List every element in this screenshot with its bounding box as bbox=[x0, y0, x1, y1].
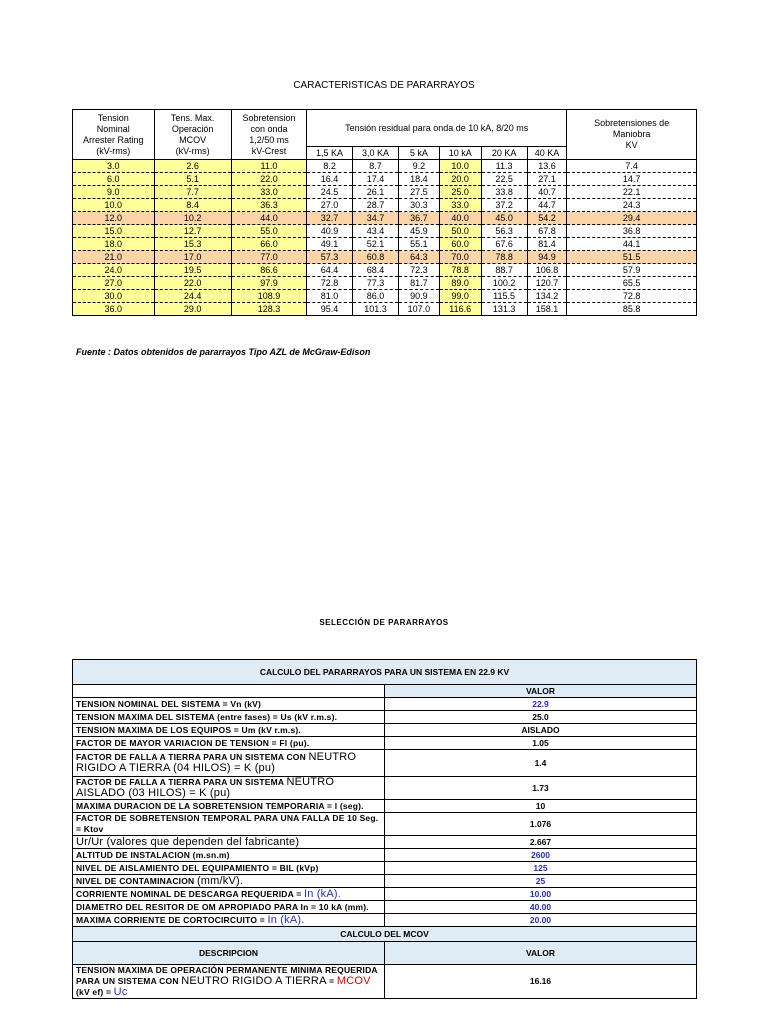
valor-header: VALOR bbox=[385, 685, 697, 698]
table-cell: 24.5 bbox=[307, 186, 353, 199]
param-text: ALTITUD DE INSTALACION (m.sn.m) bbox=[76, 849, 230, 860]
param-text: DIAMETRO DEL RESITOR DE OM APROPIADO PARA In = 10 kA (mm). bbox=[76, 901, 369, 912]
table-cell: 60.0 bbox=[439, 238, 481, 251]
header-line: MCOV bbox=[179, 134, 207, 145]
header-line: Arrester Rating bbox=[82, 134, 144, 145]
table-cell: 43.4 bbox=[353, 225, 399, 238]
table-cell: 26.1 bbox=[353, 186, 399, 199]
calc-title: CALCULO DEL PARARRAYOS PARA UN SISTEMA EN 22.9 KV bbox=[73, 660, 697, 685]
param-label bbox=[73, 862, 385, 875]
param-value: 1.076 bbox=[385, 813, 697, 836]
table-cell: 51.5 bbox=[567, 251, 697, 264]
param-label bbox=[73, 901, 385, 914]
param-label bbox=[73, 698, 385, 711]
param-emphasis: In (kA). bbox=[267, 913, 305, 926]
table-cell: 106.8 bbox=[527, 264, 567, 277]
param-text: NIVEL DE AISLAMIENTO DEL EQUIPAMIENTO = BIL (kVp) bbox=[76, 862, 319, 873]
param-text: NIVEL DE CONTAMINACION bbox=[76, 875, 197, 886]
header-line: (kV-rms) bbox=[175, 145, 210, 156]
header-line: (kV-rms) bbox=[96, 145, 131, 156]
param-row bbox=[73, 777, 697, 800]
table-cell: 28.7 bbox=[353, 199, 399, 212]
table-cell: 7.7 bbox=[154, 186, 231, 199]
table-cell: 19.5 bbox=[154, 264, 231, 277]
table-cell: 3.0 bbox=[73, 160, 155, 173]
table-cell: 72.8 bbox=[567, 290, 697, 303]
mcov-eq: = bbox=[326, 976, 337, 986]
mcov-blue: Uc bbox=[113, 986, 128, 998]
table-cell: 134.2 bbox=[527, 290, 567, 303]
table-cell: 72.8 bbox=[307, 277, 353, 290]
mcov-label bbox=[73, 965, 385, 999]
param-emphasis: Ur/Ur (valores que dependen del fabricante) bbox=[76, 835, 300, 848]
table-row bbox=[73, 290, 697, 303]
header-line: Sobretensiones de bbox=[594, 118, 670, 128]
table-cell: 81.4 bbox=[527, 238, 567, 251]
header-line: 1,2/50 ms bbox=[249, 134, 289, 145]
table-cell: 36.3 bbox=[231, 199, 306, 212]
table-cell: 78.8 bbox=[439, 264, 481, 277]
blank-cell bbox=[73, 685, 385, 698]
param-label bbox=[73, 888, 385, 901]
subheader-cell: 1,5 KA bbox=[307, 147, 353, 160]
param-value: 1.05 bbox=[385, 737, 697, 750]
subheader-cell: 20 KA bbox=[481, 147, 527, 160]
table-cell: 6.0 bbox=[73, 173, 155, 186]
table-cell: 27.5 bbox=[399, 186, 440, 199]
table-cell: 37.2 bbox=[481, 199, 527, 212]
table-cell: 27.0 bbox=[73, 277, 155, 290]
table-cell: 36.8 bbox=[567, 225, 697, 238]
param-row bbox=[73, 875, 697, 888]
header-line: Maniobra bbox=[612, 129, 651, 139]
table-row bbox=[73, 173, 697, 186]
table-cell: 45.9 bbox=[399, 225, 440, 238]
table-row bbox=[73, 199, 697, 212]
param-row bbox=[73, 724, 697, 737]
mcov-value: 16.16 bbox=[385, 965, 697, 999]
param-text: TENSION NOMINAL DEL SISTEMA = Vn (kV) bbox=[76, 698, 262, 709]
table-cell: 49.1 bbox=[307, 238, 353, 251]
table-cell: 8.4 bbox=[154, 199, 231, 212]
table-cell: 44.0 bbox=[231, 212, 306, 225]
mcov-pre: TENSION MAXIMA DE OPERACIÓN PERMANENTE MINIMA REQUERIDA PARA UN SISTEMA CON bbox=[76, 965, 378, 986]
mcov-band bbox=[73, 927, 697, 942]
param-row bbox=[73, 698, 697, 711]
table-cell: 14.7 bbox=[567, 173, 697, 186]
arrester-characteristics-table bbox=[72, 109, 697, 316]
mcov-mid: (kV ef) = bbox=[76, 987, 114, 997]
header-mcov bbox=[154, 110, 231, 160]
table-cell: 30.3 bbox=[399, 199, 440, 212]
table-cell: 86.6 bbox=[231, 264, 306, 277]
table-cell: 65.5 bbox=[567, 277, 697, 290]
param-label bbox=[73, 724, 385, 737]
param-value: 10.00 bbox=[385, 888, 697, 901]
header-line: con onda bbox=[250, 123, 288, 134]
table-cell: 97.9 bbox=[231, 277, 306, 290]
table-cell: 55.0 bbox=[231, 225, 306, 238]
param-row bbox=[73, 888, 697, 901]
table-cell: 5.1 bbox=[154, 173, 231, 186]
param-value: 125 bbox=[385, 862, 697, 875]
table-cell: 10.0 bbox=[439, 160, 481, 173]
table-cell: 116.6 bbox=[439, 303, 481, 316]
table-cell: 25.0 bbox=[439, 186, 481, 199]
table-cell: 81.0 bbox=[307, 290, 353, 303]
table-cell: 64.3 bbox=[399, 251, 440, 264]
param-emphasis: NEUTRO RIGIDO A TIERRA (04 HILOS) = K (pu) bbox=[76, 751, 357, 774]
param-label bbox=[73, 750, 385, 777]
table-cell: 44.1 bbox=[567, 238, 697, 251]
param-label bbox=[73, 836, 385, 849]
table-cell: 50.0 bbox=[439, 225, 481, 238]
param-text: TENSION MAXIMA DE LOS EQUIPOS = Um (kV r.m.s). bbox=[76, 724, 301, 735]
subheader-cell: 10 kA bbox=[439, 147, 481, 160]
table-cell: 33.0 bbox=[231, 186, 306, 199]
table-cell: 17.4 bbox=[353, 173, 399, 186]
table-cell: 56.3 bbox=[481, 225, 527, 238]
subheader-cell: 5 kA bbox=[399, 147, 440, 160]
mcov-big: NEUTRO RIGIDO A TIERRA bbox=[181, 975, 327, 987]
mcov-header-row bbox=[73, 942, 697, 965]
param-text: FACTOR DE FALLA A TIERRA PARA UN SISTEMA CON bbox=[76, 752, 309, 762]
param-row bbox=[73, 813, 697, 836]
header-line: Tension bbox=[97, 112, 129, 123]
table-cell: 60.8 bbox=[353, 251, 399, 264]
table-cell: 120.7 bbox=[527, 277, 567, 290]
descripcion-header: DESCRIPCION bbox=[73, 942, 385, 965]
table-cell: 2.6 bbox=[154, 160, 231, 173]
table-cell: 57.9 bbox=[567, 264, 697, 277]
param-value: 25 bbox=[385, 875, 697, 888]
table-cell: 36.7 bbox=[399, 212, 440, 225]
param-text: FACTOR DE FALLA A TIERRA PARA UN SISTEMA bbox=[76, 777, 287, 787]
param-emphasis: NEUTRO AISLADO (03 HILOS) = K (pu) bbox=[76, 776, 335, 799]
table-cell: 68.4 bbox=[353, 264, 399, 277]
mcov-red: MCOV bbox=[336, 975, 371, 987]
valor-header-2: VALOR bbox=[385, 942, 697, 965]
param-row bbox=[73, 849, 697, 862]
table-cell: 22.5 bbox=[481, 173, 527, 186]
table-cell: 29.4 bbox=[567, 212, 697, 225]
header-tension-nominal bbox=[73, 110, 155, 160]
param-value: 10 bbox=[385, 800, 697, 813]
table-cell: 34.7 bbox=[353, 212, 399, 225]
param-value: AISLADO bbox=[385, 724, 697, 737]
table-cell: 99.0 bbox=[439, 290, 481, 303]
param-label bbox=[73, 914, 385, 927]
param-value: 25.0 bbox=[385, 711, 697, 724]
table-cell: 101.3 bbox=[353, 303, 399, 316]
param-value: 2600 bbox=[385, 849, 697, 862]
param-emphasis: (mm/kV). bbox=[196, 874, 244, 887]
table-cell: 55.1 bbox=[399, 238, 440, 251]
table-cell: 66.0 bbox=[231, 238, 306, 251]
table-row bbox=[73, 264, 697, 277]
table-cell: 77.0 bbox=[231, 251, 306, 264]
param-row bbox=[73, 836, 697, 849]
table-cell: 27.0 bbox=[307, 199, 353, 212]
param-text: TENSION MAXIMA DEL SISTEMA (entre fases) = Us (kV r.m.s). bbox=[76, 711, 338, 722]
table-cell: 9.0 bbox=[73, 186, 155, 199]
param-label bbox=[73, 813, 385, 836]
table-cell: 9.2 bbox=[399, 160, 440, 173]
param-label bbox=[73, 711, 385, 724]
param-label bbox=[73, 737, 385, 750]
table-cell: 95.4 bbox=[307, 303, 353, 316]
table-cell: 86.0 bbox=[353, 290, 399, 303]
table-cell: 158.1 bbox=[527, 303, 567, 316]
table-cell: 30.0 bbox=[73, 290, 155, 303]
param-text: FACTOR DE SOBRETENSION TEMPORAL PARA UNA FALLA DE 10 Seg. = Ktov bbox=[76, 813, 379, 834]
table-cell: 10.2 bbox=[154, 212, 231, 225]
table-cell: 15.3 bbox=[154, 238, 231, 251]
table-cell: 11.0 bbox=[231, 160, 306, 173]
header-line: Tens. Max. bbox=[170, 112, 215, 123]
table-cell: 54.2 bbox=[527, 212, 567, 225]
table-cell: 33.8 bbox=[481, 186, 527, 199]
param-emphasis: In (kA). bbox=[303, 887, 341, 900]
table-cell: 40.7 bbox=[527, 186, 567, 199]
table-cell: 64.4 bbox=[307, 264, 353, 277]
param-value: 20.00 bbox=[385, 914, 697, 927]
table-cell: 72.3 bbox=[399, 264, 440, 277]
table-row bbox=[73, 277, 697, 290]
table-cell: 67.6 bbox=[481, 238, 527, 251]
param-row bbox=[73, 750, 697, 777]
param-text: MAXIMA DURACION DE LA SOBRETENSION TEMPORARIA = l (seg). bbox=[76, 800, 364, 811]
table-cell: 40.9 bbox=[307, 225, 353, 238]
table-cell: 18.4 bbox=[399, 173, 440, 186]
param-value: 22.9 bbox=[385, 698, 697, 711]
table-cell: 128.3 bbox=[231, 303, 306, 316]
param-row bbox=[73, 901, 697, 914]
table-cell: 15.0 bbox=[73, 225, 155, 238]
table-cell: 85.8 bbox=[567, 303, 697, 316]
table-row bbox=[73, 186, 697, 199]
table-cell: 29.0 bbox=[154, 303, 231, 316]
table-cell: 32.7 bbox=[307, 212, 353, 225]
table-cell: 7.4 bbox=[567, 160, 697, 173]
param-text: CORRIENTE NOMINAL DE DESCARGA REQUERIDA = bbox=[76, 888, 304, 899]
param-row bbox=[73, 800, 697, 813]
header-line: KV bbox=[625, 140, 638, 150]
param-label bbox=[73, 777, 385, 800]
table-cell: 21.0 bbox=[73, 251, 155, 264]
table-cell: 13.6 bbox=[527, 160, 567, 173]
table-cell: 81.7 bbox=[399, 277, 440, 290]
table-cell: 24.4 bbox=[154, 290, 231, 303]
table-row bbox=[73, 225, 697, 238]
header-line: Nominal bbox=[96, 123, 130, 134]
table-cell: 89.0 bbox=[439, 277, 481, 290]
param-row bbox=[73, 711, 697, 724]
table-row bbox=[73, 212, 697, 225]
header-line: Sobretension bbox=[242, 112, 296, 123]
table-cell: 57.3 bbox=[307, 251, 353, 264]
subheader-cell: 40 KA bbox=[527, 147, 567, 160]
table-row bbox=[73, 303, 697, 316]
table-cell: 24.3 bbox=[567, 199, 697, 212]
param-value: 40.00 bbox=[385, 901, 697, 914]
param-label bbox=[73, 849, 385, 862]
param-row bbox=[73, 914, 697, 927]
table-cell: 70.0 bbox=[439, 251, 481, 264]
table-cell: 12.0 bbox=[73, 212, 155, 225]
table-cell: 36.0 bbox=[73, 303, 155, 316]
table-cell: 45.0 bbox=[481, 212, 527, 225]
table-cell: 33.0 bbox=[439, 199, 481, 212]
table-cell: 16.4 bbox=[307, 173, 353, 186]
header-line: kV-Crest bbox=[251, 145, 287, 156]
table-cell: 22.0 bbox=[154, 277, 231, 290]
table-cell: 108.9 bbox=[231, 290, 306, 303]
subheader-cell: 3,0 KA bbox=[353, 147, 399, 160]
table-cell: 78.8 bbox=[481, 251, 527, 264]
table-cell: 10.0 bbox=[73, 199, 155, 212]
header-maniobra bbox=[567, 110, 697, 160]
selection-title: SELECCIÓN DE PARARRAYOS bbox=[319, 618, 449, 627]
table-cell: 12.7 bbox=[154, 225, 231, 238]
table-cell: 131.3 bbox=[481, 303, 527, 316]
table-cell: 94.9 bbox=[527, 251, 567, 264]
table-cell: 67.8 bbox=[527, 225, 567, 238]
param-value: 1.73 bbox=[385, 777, 697, 800]
table-cell: 18.0 bbox=[73, 238, 155, 251]
table-cell: 44.7 bbox=[527, 199, 567, 212]
param-value: 2.667 bbox=[385, 836, 697, 849]
table-row bbox=[73, 238, 697, 251]
table-cell: 22.1 bbox=[567, 186, 697, 199]
header-sobretension bbox=[231, 110, 306, 160]
table-cell: 11.3 bbox=[481, 160, 527, 173]
table-cell: 77.3 bbox=[353, 277, 399, 290]
param-row bbox=[73, 737, 697, 750]
selection-table bbox=[72, 659, 697, 999]
table-cell: 24.0 bbox=[73, 264, 155, 277]
source-note: Fuente : Datos obtenidos de pararrayos Tipo AZL de McGraw-Edison bbox=[76, 347, 371, 357]
table-row bbox=[73, 160, 697, 173]
table-cell: 22.0 bbox=[231, 173, 306, 186]
param-label bbox=[73, 800, 385, 813]
param-row bbox=[73, 862, 697, 875]
table-cell: 90.9 bbox=[399, 290, 440, 303]
table-cell: 88.7 bbox=[481, 264, 527, 277]
mcov-row bbox=[73, 965, 697, 999]
table-row bbox=[73, 251, 697, 264]
header-line: Operación bbox=[171, 123, 214, 134]
table-cell: 20.0 bbox=[439, 173, 481, 186]
param-text: MAXIMA CORRIENTE DE CORTOCIRCUITO = bbox=[76, 914, 268, 925]
table-cell: 100.2 bbox=[481, 277, 527, 290]
header-residual: Tensión residual para onda de 10 kA, 8/20 ms bbox=[307, 110, 567, 147]
table-cell: 40.0 bbox=[439, 212, 481, 225]
param-value: 1.4 bbox=[385, 750, 697, 777]
reference-table-title: CARACTERISTICAS DE PARARRAYOS bbox=[293, 80, 475, 91]
param-label bbox=[73, 875, 385, 888]
table-cell: 17.0 bbox=[154, 251, 231, 264]
table-cell: 8.2 bbox=[307, 160, 353, 173]
table-cell: 8.7 bbox=[353, 160, 399, 173]
table-cell: 27.1 bbox=[527, 173, 567, 186]
table-cell: 115.5 bbox=[481, 290, 527, 303]
table-cell: 52.1 bbox=[353, 238, 399, 251]
param-text: FACTOR DE MAYOR VARIACION DE TENSION = Fl (pu). bbox=[76, 737, 310, 748]
table-cell: 107.0 bbox=[399, 303, 440, 316]
mcov-title: CALCULO DEL MCOV bbox=[73, 927, 697, 942]
